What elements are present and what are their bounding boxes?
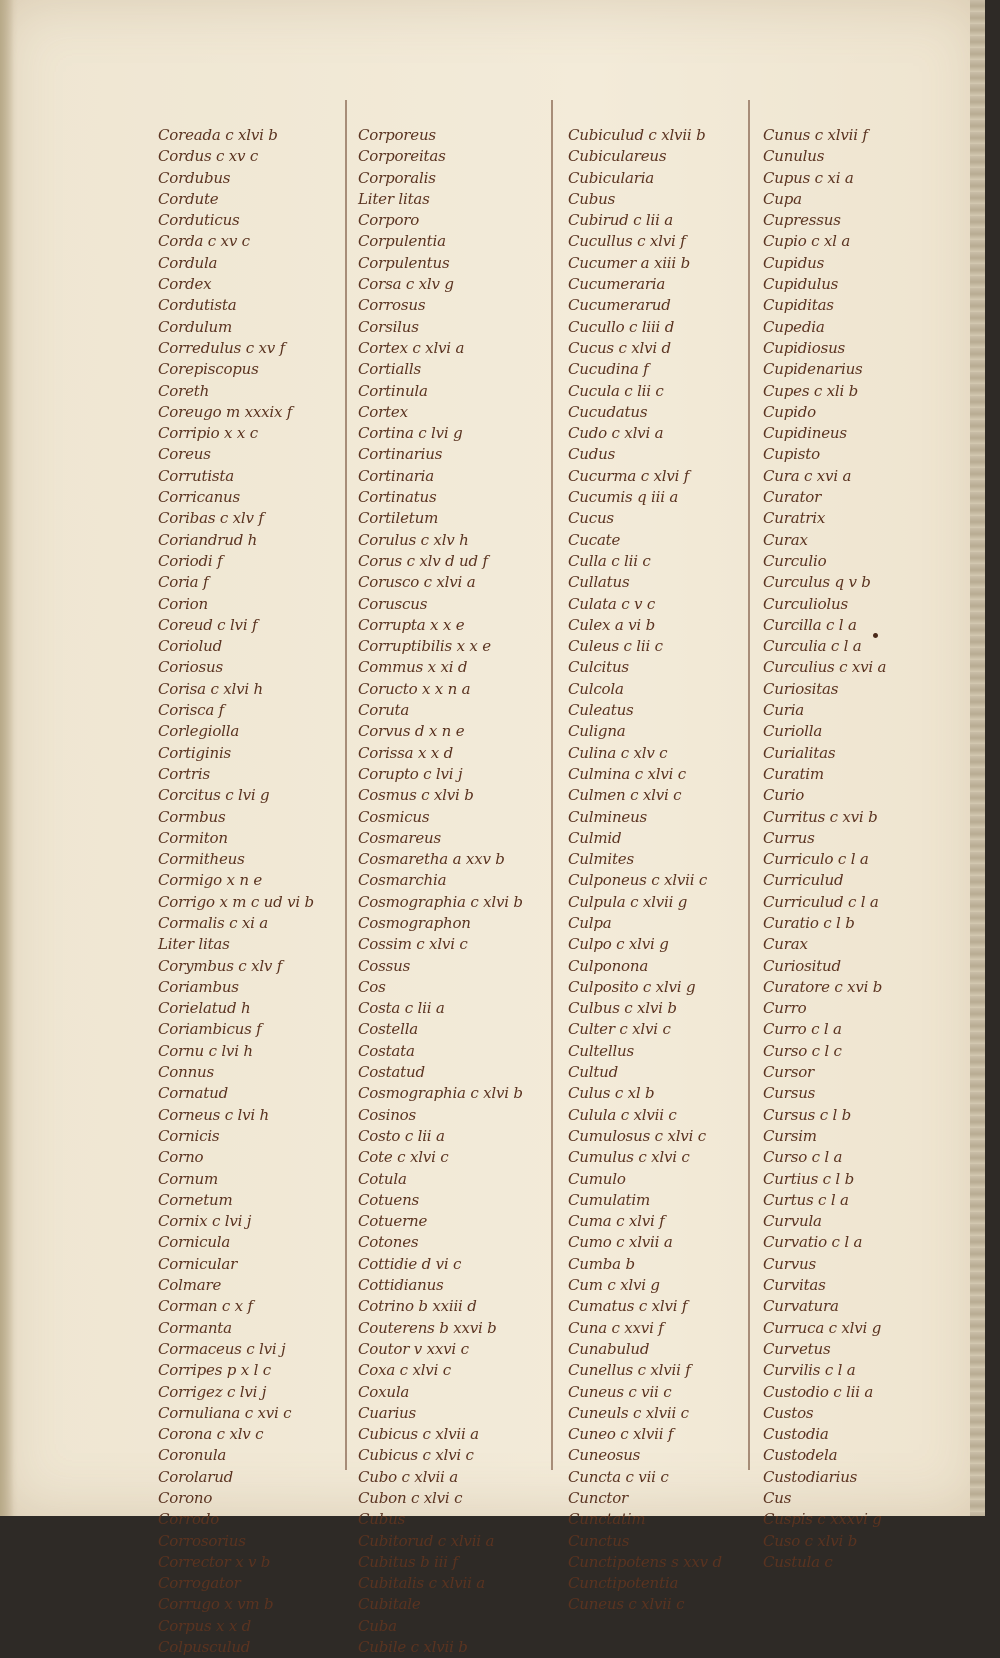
glossary-entry: Curax — [763, 935, 808, 954]
binding-shadow — [0, 0, 14, 1516]
glossary-entry: Corupto c lvi j — [358, 764, 463, 783]
glossary-entry: Curiositas — [763, 679, 839, 698]
glossary-entry: Curso c l c — [763, 1041, 842, 1060]
glossary-entry: Cornetum — [158, 1190, 233, 1209]
glossary-entry: Curatio c l b — [763, 913, 855, 932]
glossary-entry: Cubo c xlvii a — [358, 1467, 458, 1486]
glossary-entry: Coructo x x n a — [358, 679, 471, 698]
glossary-entry: Curculio — [763, 551, 827, 570]
glossary-entry: Cornix c lvi j — [158, 1212, 252, 1231]
glossary-entry: Cursim — [763, 1126, 817, 1145]
glossary-entry: Couterens b xxvi b — [358, 1318, 497, 1337]
glossary-entry: Cubus — [568, 189, 616, 208]
glossary-entry: Curro c l a — [763, 1020, 842, 1039]
glossary-entry: Coria f — [158, 573, 209, 592]
glossary-entry: Custos — [763, 1403, 814, 1422]
glossary-entry: Cubile c xlvii b — [358, 1638, 468, 1657]
glossary-entry: Cursus — [763, 1084, 816, 1103]
glossary-entry: Curso c l a — [763, 1148, 843, 1167]
glossary-entry: Culcitus — [568, 658, 629, 677]
glossary-entry: Curvula — [763, 1212, 822, 1231]
glossary-entry: Cupressus — [763, 211, 841, 230]
glossary-entry: Corripio x x c — [158, 424, 258, 443]
glossary-entry: Culponona — [568, 956, 649, 975]
glossary-entry: Curvilis c l a — [763, 1361, 856, 1380]
glossary-entry: Culpo c xlvi g — [568, 935, 669, 954]
glossary-entry: Cunctipotens s xxv d — [568, 1552, 722, 1571]
glossary-entry: Cortiginis — [158, 743, 232, 762]
glossary-entry: Corcitus c lvi g — [158, 786, 270, 805]
glossary-entry: Cubicularia — [568, 168, 655, 187]
glossary-entry: Cubitalis c xlvii a — [358, 1574, 485, 1593]
glossary-entry: Curvitas — [763, 1276, 826, 1295]
glossary-entry: Cosmicus — [358, 807, 430, 826]
glossary-entry: Cortiletum — [358, 509, 439, 528]
glossary-entry: Cupidineus — [763, 424, 847, 443]
glossary-entry: Cormitheus — [158, 850, 245, 869]
glossary-entry: Cornum — [158, 1169, 219, 1188]
glossary-entry: Curator — [763, 488, 822, 507]
glossary-entry: Corlegiolla — [158, 722, 240, 741]
glossary-entry: Cornu c lvi h — [158, 1041, 253, 1060]
glossary-entry: Cormaceus c lvi j — [158, 1339, 286, 1358]
glossary-entry: Culmites — [568, 850, 634, 869]
glossary-entry: Cucumerarud — [568, 296, 671, 315]
glossary-entry: Corisa c xlvi h — [158, 679, 264, 698]
glossary-column-3 — [568, 125, 722, 1616]
glossary-entry: Cubon c xlvi c — [358, 1489, 463, 1507]
glossary-entry: Cornicular — [158, 1254, 238, 1273]
glossary-entry: Cosmographia c xlvi b — [358, 1084, 523, 1103]
glossary-entry: Corno — [158, 1148, 204, 1167]
glossary-entry: Curatrix — [763, 509, 826, 528]
glossary-entry: Coreada c xlvi b — [158, 126, 278, 144]
glossary-entry: Corrogator — [158, 1574, 241, 1593]
glossary-entry: Cubitus b iii f — [358, 1552, 458, 1571]
glossary-entry: Cumulo — [568, 1169, 626, 1188]
glossary-entry: Cupedia — [763, 317, 825, 336]
glossary-entry: Corono — [158, 1489, 213, 1507]
glossary-entry: Cupus c xi a — [763, 168, 854, 187]
glossary-entry: Curculius c xvi a — [763, 658, 887, 677]
glossary-entry: Connus — [158, 1063, 214, 1082]
glossary-entry: Curiolla — [763, 722, 823, 741]
glossary-entry: Cortris — [158, 764, 210, 783]
glossary-entry: Cucumis q iii a — [568, 488, 679, 507]
glossary-entry: Cupidus — [763, 253, 825, 272]
glossary-entry: Curvus — [763, 1254, 816, 1273]
glossary-entry: Corisca f — [158, 701, 225, 720]
glossary-entry: Curvetus — [763, 1339, 831, 1358]
glossary-entry: Curtius c l b — [763, 1169, 854, 1188]
glossary-entry: Coreus — [158, 445, 211, 464]
glossary-entry: Cura c xvi a — [763, 466, 852, 485]
glossary-entry: Cossus — [358, 956, 411, 975]
glossary-entry: Cubitale — [358, 1595, 421, 1614]
glossary-entry: Cottidie d vi c — [358, 1254, 462, 1273]
glossary-entry: Curatore c xvi b — [763, 977, 883, 996]
glossary-entry: Cuneus c vii c — [568, 1382, 672, 1401]
glossary-entry: Culter c xlvi c — [568, 1020, 671, 1039]
glossary-entry: Curax — [763, 530, 808, 549]
glossary-entry: Corsa c xlv g — [358, 275, 454, 294]
glossary-entry: Cote c xlvi c — [358, 1148, 449, 1167]
glossary-entry: Cornatud — [158, 1084, 228, 1103]
glossary-entry: Corymbus c xlv f — [158, 956, 283, 975]
glossary-entry: Cordubus — [158, 168, 231, 187]
glossary-entry: Corsilus — [358, 317, 419, 336]
glossary-entry: Corduticus — [158, 211, 240, 230]
glossary-entry: Cunellus c xlvii f — [568, 1361, 691, 1380]
glossary-entry: Cormiton — [158, 828, 228, 847]
glossary-entry: Cultud — [568, 1063, 619, 1082]
glossary-entry: Coriosus — [158, 658, 223, 677]
ink-blot — [873, 633, 878, 638]
glossary-entry: Cucus c xlvi d — [568, 338, 671, 357]
glossary-entry: Cucate — [568, 530, 621, 549]
glossary-entry: Corrigo x m c ud vi b — [158, 892, 314, 911]
glossary-entry: Cunctus — [568, 1531, 630, 1550]
glossary-entry: Cursus c l b — [763, 1105, 852, 1124]
glossary-entry: Corrupta x x e — [358, 615, 465, 634]
glossary-entry: Corredulus c xv f — [158, 338, 285, 357]
glossary-entry: Cupido — [763, 402, 816, 421]
glossary-entry: Cordex — [158, 275, 212, 294]
glossary-entry: Cunctipotentia — [568, 1574, 679, 1593]
glossary-entry: Cupiditas — [763, 296, 834, 315]
glossary-entry: Cumatus c xlvi f — [568, 1297, 688, 1316]
glossary-entry: Cucus — [568, 509, 614, 528]
glossary-entry: Corrugo x vm b — [158, 1595, 274, 1614]
glossary-entry: Coriambicus f — [158, 1020, 262, 1039]
glossary-entry: Custula c — [763, 1552, 833, 1571]
glossary-entry: Liter litas — [158, 935, 230, 954]
glossary-entry: Corolarud — [158, 1467, 234, 1486]
glossary-entry: Cosmographia c xlvi b — [358, 892, 523, 911]
glossary-entry: Corusco c xlvi a — [358, 573, 476, 592]
glossary-entry: Custodiarius — [763, 1467, 858, 1486]
glossary-entry: Cormanta — [158, 1318, 232, 1337]
glossary-entry: Coriambus — [158, 977, 239, 996]
column-rule — [551, 100, 553, 1470]
glossary-entry: Corporalis — [358, 168, 436, 187]
glossary-entry: Culigna — [568, 722, 626, 741]
glossary-entry: Curruca c xlvi g — [763, 1318, 882, 1337]
glossary-entry: Costella — [358, 1020, 419, 1039]
glossary-entry: Coriandrud h — [158, 530, 258, 549]
glossary-entry: Culus c xl b — [568, 1084, 655, 1103]
glossary-entry: Cudo c xlvi a — [568, 424, 664, 443]
glossary-entry: Coreugo m xxxix f — [158, 402, 293, 421]
glossary-entry: Cottidianus — [358, 1276, 444, 1295]
glossary-entry: Coruscus — [358, 594, 428, 613]
glossary-entry: Cumulosus c xlvi c — [568, 1126, 706, 1145]
glossary-entry: Cordus c xv c — [158, 147, 259, 166]
glossary-entry: Cunctor — [568, 1489, 629, 1507]
glossary-entry: Coruta — [358, 701, 410, 720]
glossary-entry: Curcilla c l a — [763, 615, 857, 634]
glossary-entry: Corporeitas — [358, 147, 446, 166]
glossary-entry: Corripes p x l c — [158, 1361, 271, 1380]
glossary-entry: Culla c lii c — [568, 551, 651, 570]
glossary-entry: Cultellus — [568, 1041, 634, 1060]
glossary-entry: Corielatud h — [158, 999, 251, 1018]
glossary-entry: Corrosus — [358, 296, 426, 315]
glossary-entry: Cortina c lvi g — [358, 424, 463, 443]
glossary-entry: Corrutista — [158, 466, 235, 485]
glossary-entry: Curriculud c l a — [763, 892, 879, 911]
glossary-entry: Custodio c lii a — [763, 1382, 874, 1401]
glossary-entry: Cucullo c liii d — [568, 317, 675, 336]
glossary-entry: Cotuens — [358, 1190, 420, 1209]
glossary-column-1 — [158, 125, 314, 1658]
glossary-entry: Cornicula — [158, 1233, 231, 1252]
glossary-entry: Cornuliana c xvi c — [158, 1403, 292, 1422]
glossary-entry: Corruptibilis x x e — [358, 637, 491, 656]
glossary-entry: Cucurma c xlvi f — [568, 466, 690, 485]
glossary-entry: Coronula — [158, 1446, 227, 1465]
glossary-entry: Cubitorud c xlvii a — [358, 1531, 495, 1550]
glossary-entry: Culina c xlv c — [568, 743, 668, 762]
glossary-entry: Custodela — [763, 1446, 838, 1465]
glossary-entry: Cucula c lii c — [568, 381, 664, 400]
glossary-entry: Cotula — [358, 1169, 407, 1188]
glossary-entry: Curriculud — [763, 871, 844, 890]
glossary-entry: Costa c lii a — [358, 999, 445, 1018]
glossary-entry: Corpulentus — [358, 253, 450, 272]
glossary-entry: Cupidenarius — [763, 360, 863, 379]
glossary-entry: Culmid — [568, 828, 622, 847]
glossary-entry: Costo c lii a — [358, 1126, 445, 1145]
glossary-entry: Culeus c lii c — [568, 637, 663, 656]
glossary-entry: Cotones — [358, 1233, 419, 1252]
glossary-entry: Cubiculud c xlvii b — [568, 126, 706, 144]
glossary-entry: Corepiscopus — [158, 360, 259, 379]
glossary-entry: Coribas c xlv f — [158, 509, 264, 528]
glossary-entry: Cuarius — [358, 1403, 417, 1422]
glossary-entry: Corneus c lvi h — [158, 1105, 270, 1124]
glossary-entry: Curritus c xvi b — [763, 807, 878, 826]
glossary-entry: Cornicis — [158, 1126, 220, 1145]
glossary-entry: Curculus q v b — [763, 573, 871, 592]
glossary-entry: Curriculo c l a — [763, 850, 869, 869]
glossary-entry: Cubus — [358, 1510, 406, 1529]
glossary-entry: Cucudatus — [568, 402, 648, 421]
glossary-entry: Cupes c xli b — [763, 381, 859, 400]
glossary-entry: Cortex c xlvi a — [358, 338, 465, 357]
glossary-entry: Corrosorius — [158, 1531, 246, 1550]
glossary-entry: Corrigez c lvi j — [158, 1382, 267, 1401]
glossary-entry: Corricanus — [158, 488, 241, 507]
glossary-entry: Cupio c xl a — [763, 232, 851, 251]
glossary-entry: Cuneosus — [568, 1446, 641, 1465]
glossary-entry: Corporo — [358, 211, 420, 230]
glossary-entry: Cubirud c lii a — [568, 211, 674, 230]
glossary-entry: Coriolud — [158, 637, 222, 656]
glossary-entry: Cuna c xxvi f — [568, 1318, 664, 1337]
glossary-entry: Culmina c xlvi c — [568, 764, 686, 783]
glossary-entry: Cullatus — [568, 573, 630, 592]
glossary-entry: Curvatura — [763, 1297, 839, 1316]
glossary-entry: Cursor — [763, 1063, 815, 1082]
glossary-entry: Corpulentia — [358, 232, 446, 251]
glossary-entry: Corvus d x n e — [358, 722, 465, 741]
page-edge — [970, 0, 985, 1516]
glossary-entry: Cossim c xlvi c — [358, 935, 468, 954]
glossary-entry: Coxula — [358, 1382, 410, 1401]
glossary-entry: Corissa x x d — [358, 743, 454, 762]
glossary-entry: Cunabulud — [568, 1339, 650, 1358]
glossary-entry: Colpusculud — [158, 1638, 251, 1657]
glossary-entry: Cucudina f — [568, 360, 649, 379]
glossary-entry: Cortinatus — [358, 488, 437, 507]
glossary-entry: Custodia — [763, 1425, 829, 1444]
glossary-entry: Cosmus c xlvi b — [358, 786, 474, 805]
glossary-entry: Cotrino b xxiii d — [358, 1297, 477, 1316]
glossary-entry: Cumulatim — [568, 1190, 651, 1209]
glossary-entry: Cucumeraria — [568, 275, 666, 294]
glossary-entry: Cortialls — [358, 360, 421, 379]
glossary-entry: Coreth — [158, 381, 210, 400]
glossary-entry: Curialitas — [763, 743, 836, 762]
glossary-entry: Cuba — [358, 1616, 397, 1635]
glossary-entry: Coreud c lvi f — [158, 615, 258, 634]
glossary-entry: Corpus x x d — [158, 1616, 252, 1635]
glossary-entry: Cucullus c xlvi f — [568, 232, 686, 251]
glossary-column-4 — [763, 125, 886, 1573]
glossary-entry: Cormbus — [158, 807, 226, 826]
glossary-entry: Cuneo c xlvii f — [568, 1425, 674, 1444]
glossary-entry: Cosinos — [358, 1105, 416, 1124]
glossary-entry: Curro — [763, 999, 807, 1018]
glossary-entry: Cupidulus — [763, 275, 839, 294]
glossary-entry: Curculiolus — [763, 594, 848, 613]
glossary-entry: Culata c v c — [568, 594, 656, 613]
glossary-entry: Coutor v xxvi c — [358, 1339, 469, 1358]
glossary-entry: Corman c x f — [158, 1297, 253, 1316]
glossary-entry: Culula c xlvii c — [568, 1105, 677, 1124]
glossary-entry: Cordulum — [158, 317, 233, 336]
glossary-entry: Corona c xlv c — [158, 1425, 264, 1444]
glossary-entry: Cupa — [763, 189, 802, 208]
glossary-entry: Curio — [763, 786, 805, 805]
glossary-entry: Corrodo — [158, 1510, 220, 1529]
glossary-entry: Cortinaria — [358, 466, 435, 485]
glossary-entry: Curatim — [763, 764, 824, 783]
glossary-entry: Currus — [763, 828, 815, 847]
glossary-entry: Cum c xlvi g — [568, 1276, 660, 1295]
column-rule — [345, 100, 347, 1470]
glossary-entry: Culposito c xlvi g — [568, 977, 696, 996]
glossary-entry: Cordute — [158, 189, 219, 208]
glossary-entry: Corrector x v b — [158, 1552, 271, 1571]
glossary-entry: Corion — [158, 594, 208, 613]
glossary-entry: Coxa c xlvi c — [358, 1361, 451, 1380]
glossary-entry: Cus — [763, 1489, 792, 1507]
glossary-entry: Culcola — [568, 679, 624, 698]
glossary-entry: Cos — [358, 977, 386, 996]
glossary-entry: Cuma c xlvi f — [568, 1212, 665, 1231]
glossary-entry: Cupidiosus — [763, 338, 846, 357]
glossary-entry: Cuneuls c xlvii c — [568, 1403, 689, 1422]
glossary-entry: Cuso c xlvi b — [763, 1531, 858, 1550]
glossary-entry: Cubicus c xlvii a — [358, 1425, 479, 1444]
glossary-entry: Culpa — [568, 913, 612, 932]
glossary-entry: Liter litas — [358, 189, 430, 208]
glossary-entry: Culmineus — [568, 807, 648, 826]
glossary-entry: Culbus c xlvi b — [568, 999, 677, 1018]
glossary-entry: Curculia c l a — [763, 637, 862, 656]
glossary-entry: Curiositud — [763, 956, 841, 975]
glossary-entry: Cunulus — [763, 147, 825, 166]
glossary-entry: Cortinarius — [358, 445, 443, 464]
glossary-entry: Colmare — [158, 1276, 222, 1295]
glossary-entry: Cosmareus — [358, 828, 441, 847]
glossary-entry: Coriodi f — [158, 551, 223, 570]
glossary-entry: Cosmographon — [358, 913, 471, 932]
glossary-entry: Cotuerne — [358, 1212, 428, 1231]
glossary-entry: Cunus c xlvii f — [763, 126, 868, 144]
column-rule — [748, 100, 750, 1470]
glossary-entry: Cumo c xlvii a — [568, 1233, 673, 1252]
glossary-entry: Cunctatim — [568, 1510, 646, 1529]
glossary-entry: Cubiculareus — [568, 147, 667, 166]
glossary-column-2 — [358, 125, 523, 1658]
glossary-entry: Culeatus — [568, 701, 634, 720]
glossary-entry: Culpula c xlvii g — [568, 892, 688, 911]
glossary-entry: Curia — [763, 701, 805, 720]
glossary-entry: Costatud — [358, 1063, 425, 1082]
glossary-entry: Culponeus c xlvii c — [568, 871, 708, 890]
glossary-entry: Cumba b — [568, 1254, 635, 1273]
glossary-entry: Cortinula — [358, 381, 428, 400]
glossary-entry: Corus c xlv d ud f — [358, 551, 488, 570]
glossary-entry: Corda c xv c — [158, 232, 250, 251]
glossary-entry: Cucumer a xiii b — [568, 253, 690, 272]
glossary-entry: Culex a vi b — [568, 615, 655, 634]
glossary-entry: Corporeus — [358, 126, 436, 144]
glossary-entry: Cudus — [568, 445, 616, 464]
glossary-entry: Cuncta c vii c — [568, 1467, 669, 1486]
glossary-entry: Corulus c xlv h — [358, 530, 469, 549]
glossary-entry: Cordula — [158, 253, 218, 272]
glossary-entry: Cupisto — [763, 445, 820, 464]
glossary-entry: Curtus c l a — [763, 1190, 849, 1209]
glossary-entry: Culmen c xlvi c — [568, 786, 682, 805]
glossary-entry: Commus x xi d — [358, 658, 468, 677]
glossary-entry: Curvatio c l a — [763, 1233, 863, 1252]
glossary-entry: Cormalis c xi a — [158, 913, 269, 932]
glossary-entry: Cormigo x n e — [158, 871, 263, 890]
glossary-entry: Cuspis c xxxvi g — [763, 1510, 882, 1529]
glossary-entry: Costata — [358, 1041, 415, 1060]
glossary-entry: Cosmarchia — [358, 871, 447, 890]
glossary-entry: Cordutista — [158, 296, 237, 315]
glossary-entry: Cuneus c xlvii c — [568, 1595, 685, 1614]
glossary-entry: Cubicus c xlvi c — [358, 1446, 474, 1465]
glossary-entry: Cosmaretha a xxv b — [358, 850, 505, 869]
glossary-entry: Cortex — [358, 402, 408, 421]
glossary-entry: Cumulus c xlvi c — [568, 1148, 690, 1167]
